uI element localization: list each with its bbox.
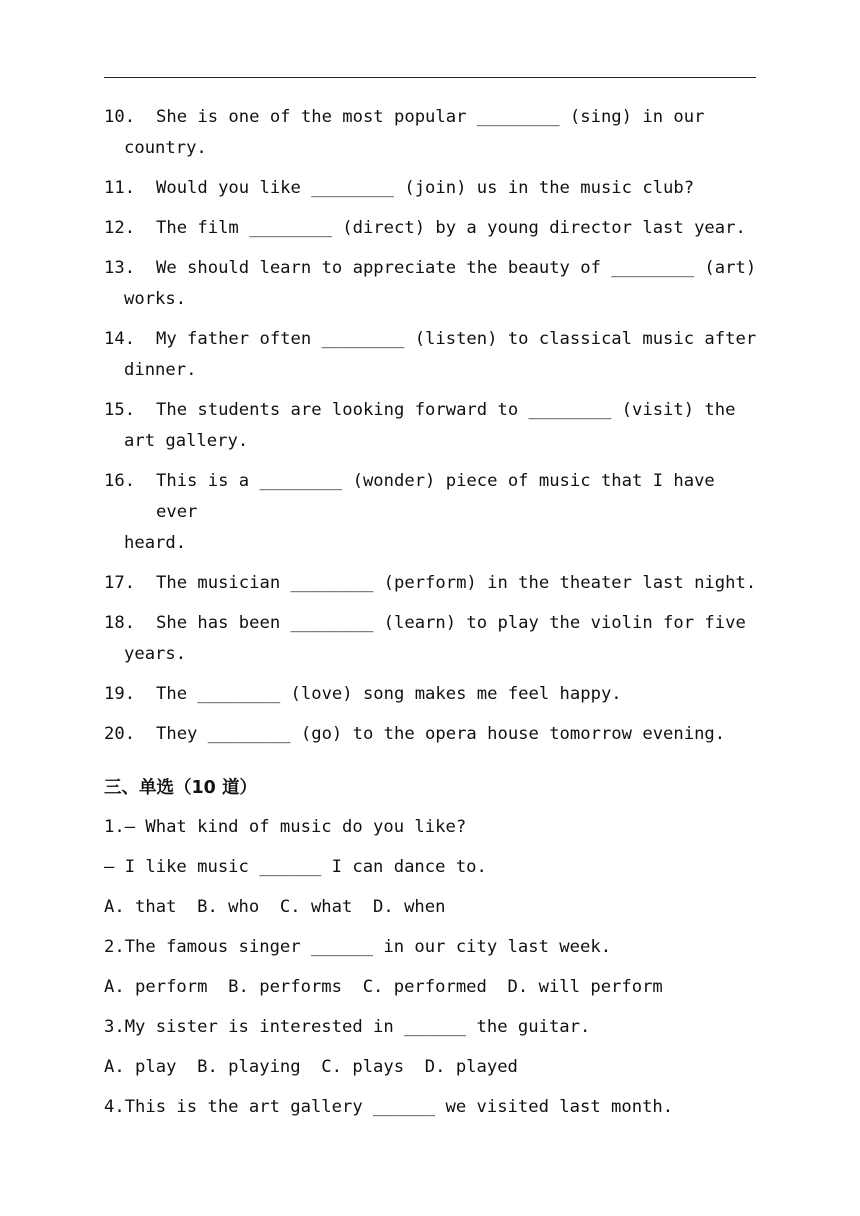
mcq-question-line: 3.My sister is interested in ______ the guitar. — [104, 1017, 591, 1037]
question-line: They ________ (go) to the opera house tomorrow evening. — [156, 724, 726, 744]
answer-options: A. that B. who C. what D. when — [104, 897, 446, 917]
question-number: 13. — [104, 258, 136, 278]
question-text — [124, 102, 764, 164]
fill-in-questions — [104, 102, 764, 750]
question-line-continued: years. — [124, 644, 187, 664]
question-text — [124, 253, 764, 315]
question-number: 12. — [104, 218, 136, 238]
question-line: My father often ________ (listen) to classical music after — [156, 329, 757, 349]
question-line-continued: art gallery. — [124, 431, 249, 451]
question-line-continued: country. — [124, 138, 207, 158]
question-line-continued: dinner. — [124, 360, 197, 380]
fill-in-question — [104, 102, 764, 164]
mcq-question-line: 2.The famous singer ______ in our city last week. — [104, 937, 612, 957]
question-number: 15. — [104, 400, 136, 420]
fill-in-question — [104, 719, 764, 750]
question-text — [156, 568, 764, 599]
mcq-question-line: 1.— What kind of music do you like? — [104, 817, 467, 837]
question-line-continued: works. — [124, 289, 187, 309]
question-number: 11. — [104, 178, 136, 198]
mcq-question-line: 4.This is the art gallery ______ we visited last month. — [104, 1097, 674, 1117]
question-text — [156, 719, 764, 750]
header-rule — [104, 77, 756, 78]
question-line: The film ________ (direct) by a young director last year. — [156, 218, 746, 238]
multiple-choice-questions — [104, 812, 764, 1123]
question-number: 20. — [104, 724, 136, 744]
section-heading: 三、单选（10 道） — [104, 778, 257, 798]
question-line: Would you like ________ (join) us in the music club? — [156, 178, 695, 198]
mcq-question-line: — I like music ______ I can dance to. — [104, 857, 487, 877]
question-line: She is one of the most popular ________ (sing) in our — [156, 107, 705, 127]
fill-in-question — [104, 253, 764, 315]
answer-options: A. perform B. performs C. performed D. will perform — [104, 977, 663, 997]
question-number: 18. — [104, 613, 136, 633]
fill-in-question — [104, 568, 764, 599]
question-number: 14. — [104, 329, 136, 349]
fill-in-question — [104, 324, 764, 386]
fill-in-question — [104, 608, 764, 670]
question-line: We should learn to appreciate the beauty of ________ (art) — [156, 258, 757, 278]
worksheet-content — [104, 102, 764, 1123]
question-number: 19. — [104, 684, 136, 704]
question-text — [124, 395, 764, 457]
question-text — [156, 173, 764, 204]
question-text — [124, 466, 764, 559]
question-line-continued: heard. — [124, 533, 187, 553]
fill-in-question — [104, 395, 764, 457]
question-line: She has been ________ (learn) to play the violin for five — [156, 613, 746, 633]
fill-in-question — [104, 213, 764, 244]
question-text — [156, 213, 764, 244]
question-number: 17. — [104, 573, 136, 593]
question-number: 10. — [104, 107, 136, 127]
answer-options: A. play B. playing C. plays D. played — [104, 1057, 518, 1077]
question-line: The musician ________ (perform) in the theater last night. — [156, 573, 757, 593]
question-line: The students are looking forward to ________ (visit) the — [156, 400, 736, 420]
question-text — [156, 679, 764, 710]
question-text — [124, 324, 764, 386]
question-line: The ________ (love) song makes me feel happy. — [156, 684, 622, 704]
question-number: 16. — [104, 471, 136, 491]
question-text — [124, 608, 764, 670]
fill-in-question — [104, 679, 764, 710]
question-line: This is a ________ (wonder) piece of music that I have ever — [156, 471, 715, 522]
fill-in-question — [104, 466, 764, 559]
fill-in-question — [104, 173, 764, 204]
